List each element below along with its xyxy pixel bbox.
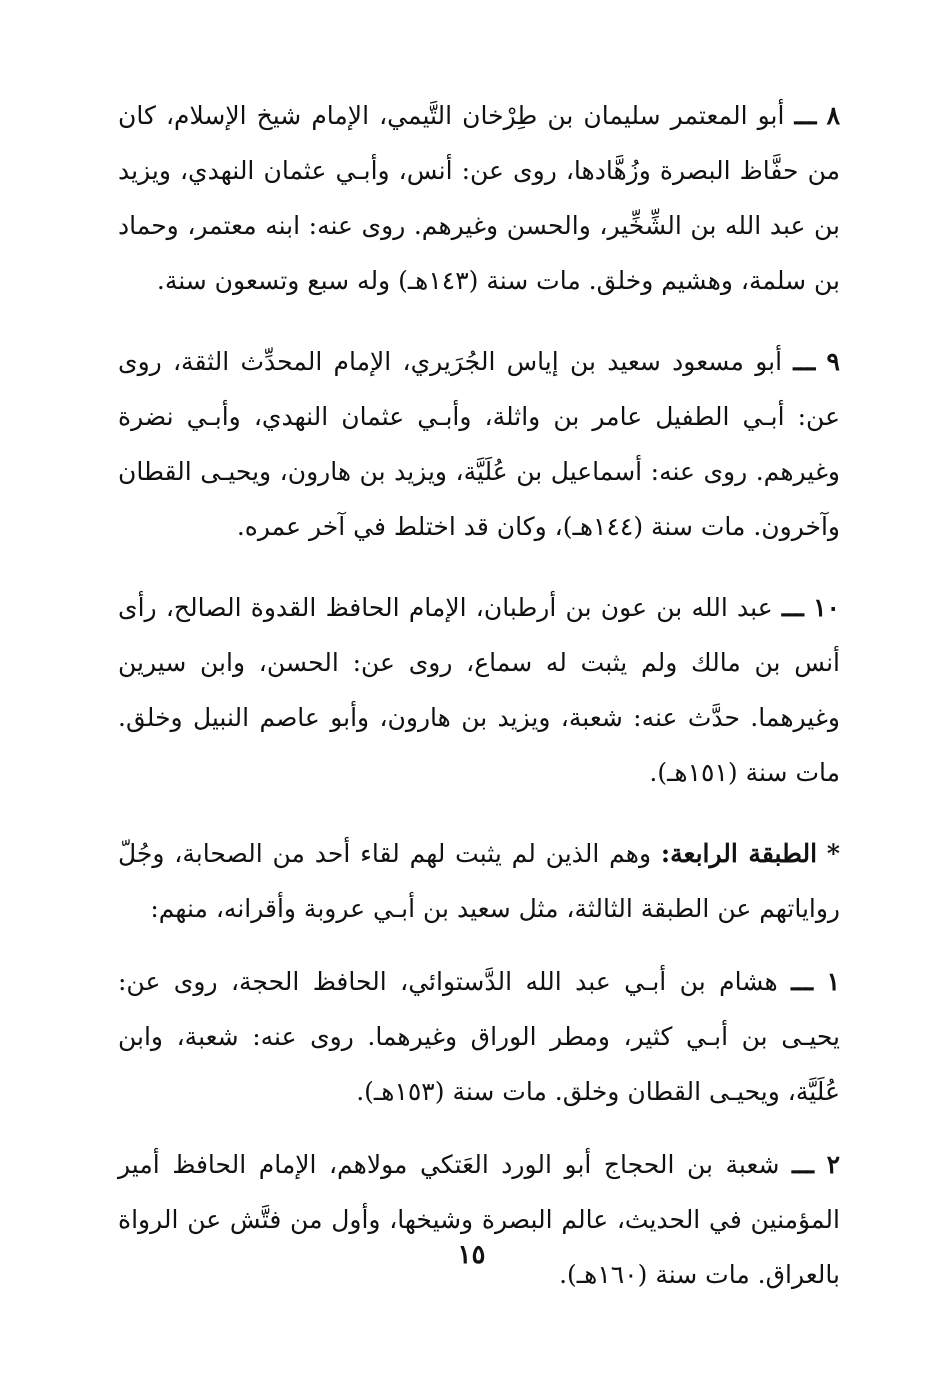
entry-number: ١٠ bbox=[813, 593, 840, 622]
entry-dash: ـــ bbox=[793, 347, 816, 376]
entry-number: ٩ bbox=[826, 347, 840, 376]
section-fourth-tier bbox=[118, 826, 840, 936]
entry-number: ٨ bbox=[826, 101, 841, 130]
entry-1 bbox=[118, 954, 840, 1119]
section-text: وهم الذين لم يثبت لهم لقاء أحد من الصحابة، وجُلّ رواياتهم عن الطبقة الثالثة، مثل سعيد بن أبـي عروبة وأقرانه، منهم: bbox=[118, 839, 840, 923]
entry-dash: ـــ bbox=[781, 593, 804, 622]
entry-text: هشام بن أبـي عبد الله الدَّستوائي، الحافظ الحجة، روى عن: يحيـى بن أبـي كثير، ومطر الوراق وغيرهما. روى عنه: شعبة، وابن عُلَيَّة، ويحيـى القطان وخلق. مات سنة (١٥٣هـ). bbox=[118, 967, 840, 1106]
page-body bbox=[118, 88, 840, 1302]
entry-9 bbox=[118, 334, 840, 554]
entry-text: شعبة بن الحجاج أبو الورد العَتكي مولاهم، الإمام الحافظ أمير المؤمنين في الحديث، عالم البصرة وشيخها، وأول من فتَّش عن الرواة بالعراق. مات سنة (١٦٠هـ). bbox=[118, 1150, 840, 1289]
entry-dash: ـــ bbox=[792, 1150, 815, 1179]
section-star: * bbox=[826, 839, 840, 868]
entry-8 bbox=[118, 88, 840, 308]
entry-number: ١ bbox=[826, 967, 840, 996]
entry-number: ٢ bbox=[826, 1150, 840, 1179]
entry-text: أبو مسعود سعيد بن إياس الجُرَيري، الإمام المحدِّث الثقة، روى عن: أبـي الطفيل عامر بن واثلة، وأبـي عثمان النهدي، وأبـي نضرة وغيرهم. روى عنه: أسماعيل بن عُلَيَّة، ويزيد بن هارون، ويحيـى القطان وآخرون. مات سنة (١٤٤هـ)، وكان قد اختلط في آخر عمره. bbox=[118, 347, 840, 541]
entry-dash: ـــ bbox=[794, 101, 817, 130]
page-number: ١٥ bbox=[457, 1240, 486, 1270]
entry-text: عبد الله بن عون بن أرطبان، الإمام الحافظ القدوة الصالح، رأى أنس بن مالك ولم يثبت له سماع، روى عن: الحسن، وابن سيرين وغيرهما. حدَّث عنه: شعبة، ويزيد بن هارون، وأبو عاصم النبيل وخلق. مات سنة (١٥١هـ). bbox=[118, 593, 840, 787]
entry-10 bbox=[118, 580, 840, 800]
entry-text: أبو المعتمر سليمان بن طِرْخان التَّيمي، الإمام شيخ الإسلام، كان من حفَّاظ البصرة وزُهَّادها، روى عن: أنس، وأبـي عثمان النهدي، ويزيد بن عبد الله بن الشِّخِّير، والحسن وغيرهم. روى عنه: ابنه معتمر، وحماد بن سلمة، وهشيم وخلق. مات سنة (١٤٣هـ) وله سبع وتسعون سنة. bbox=[118, 101, 840, 295]
entry-2 bbox=[118, 1137, 840, 1302]
entry-dash: ـــ bbox=[791, 967, 814, 996]
section-heading: الطبقة الرابعة: bbox=[660, 839, 818, 868]
